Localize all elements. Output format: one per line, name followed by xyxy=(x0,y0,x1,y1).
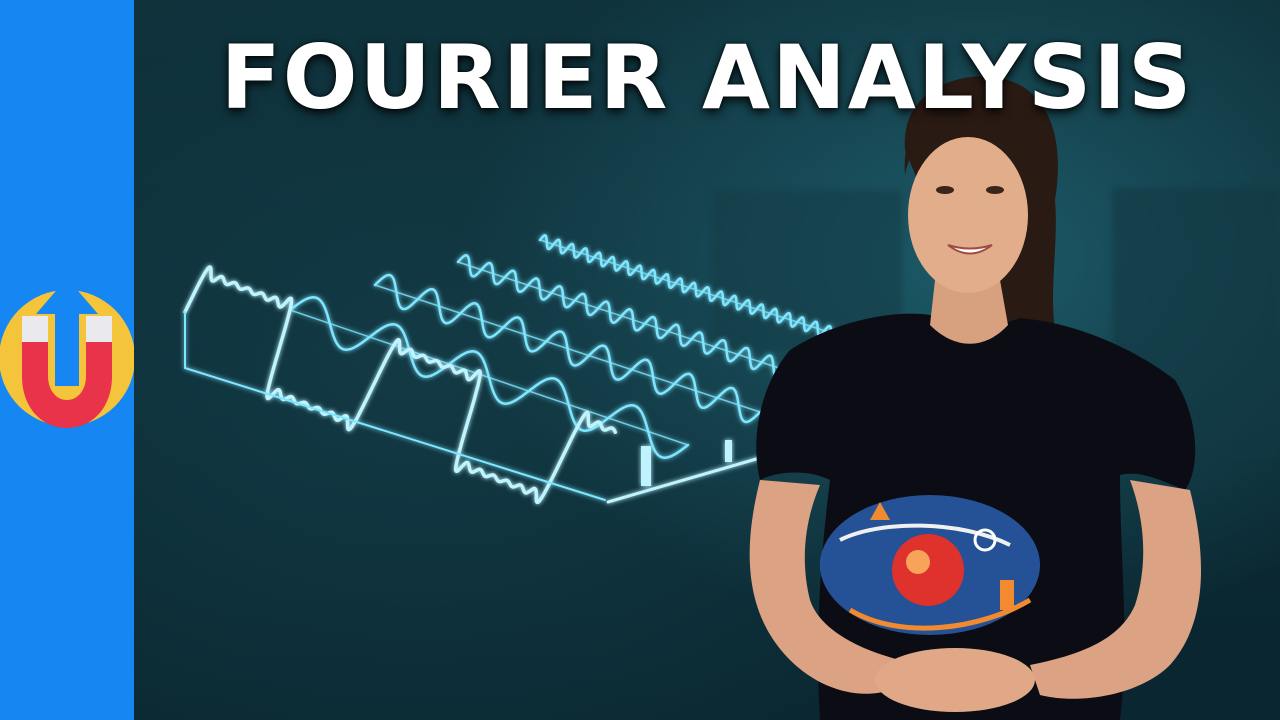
shirt-graphic xyxy=(820,495,1040,635)
video-title: FOURIER ANALYSIS xyxy=(220,26,1194,129)
presenter-face xyxy=(908,137,1028,293)
magnet-logo-icon xyxy=(0,258,134,458)
presenter-hands xyxy=(875,648,1035,712)
